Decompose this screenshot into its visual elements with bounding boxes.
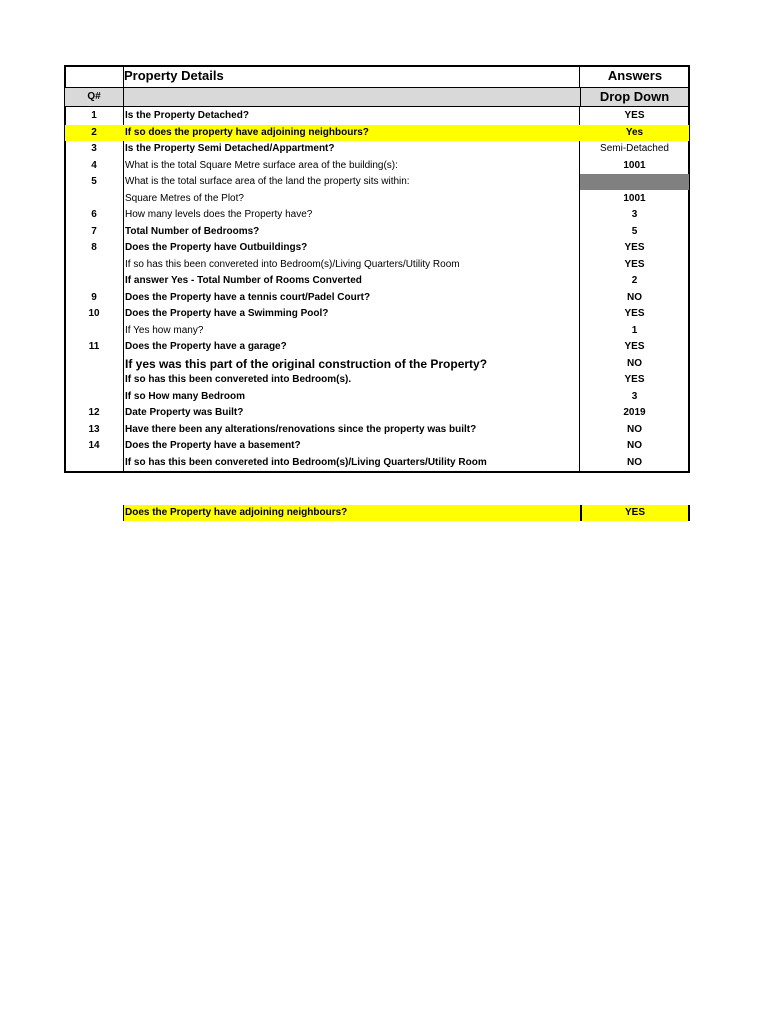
row-number: 9	[91, 291, 97, 303]
row-question: Does the Property have a basement?	[125, 440, 301, 451]
table-row	[65, 323, 689, 340]
row-question: Is the Property Detached?	[125, 110, 249, 121]
table-row	[65, 191, 689, 208]
table-row	[65, 290, 689, 307]
column-header-row	[65, 87, 689, 108]
table-row	[65, 158, 689, 175]
row-question: If Yes how many?	[125, 324, 204, 336]
row-number: 11	[88, 341, 100, 352]
table-row	[65, 273, 689, 290]
dropdown-header: Drop Down	[580, 87, 689, 107]
row-number: 2	[91, 126, 97, 138]
row-question: Date Property was Built?	[125, 407, 244, 418]
question-rows	[65, 108, 689, 471]
row-answer-dropdown[interactable]: YES	[624, 242, 645, 253]
row-number: 14	[88, 440, 100, 451]
row-answer-input[interactable]: 3	[631, 209, 638, 220]
row-answer-dropdown[interactable]: YES	[624, 341, 645, 352]
table-row	[65, 224, 689, 241]
table-row	[65, 108, 689, 125]
row-question: What is the total Square Metre surface area of the building(s):	[125, 159, 398, 171]
summary-question: Does the Property have adjoining neighbours?	[123, 505, 579, 521]
table-row	[65, 306, 689, 323]
row-question: Does the Property have a tennis court/Padel Court?	[125, 291, 371, 303]
question-header-cell	[124, 87, 580, 107]
row-question: What is the total surface area of the land the property sits within:	[125, 176, 410, 187]
q-number-header: Q#	[65, 87, 123, 107]
table-row	[65, 141, 689, 158]
summary-answer[interactable]: YES	[580, 505, 690, 521]
row-answer-dropdown[interactable]: YES	[624, 374, 645, 385]
row-answer-input[interactable]: 1001	[623, 159, 646, 171]
row-question: Does the Property have a garage?	[125, 341, 287, 352]
row-answer-dropdown[interactable]: NO	[627, 456, 642, 468]
table-row	[65, 422, 689, 439]
table-row	[65, 125, 689, 142]
row-question: If answer Yes - Total Number of Rooms Converted	[125, 275, 362, 286]
row-question: How many levels does the Property have?	[125, 209, 313, 220]
row-answer-dropdown[interactable]: NO	[627, 291, 642, 303]
table-row	[65, 207, 689, 224]
row-answer-input[interactable]: 2019	[623, 407, 646, 418]
row-question: Does the Property have a Swimming Pool?	[125, 308, 329, 319]
row-answer-dropdown[interactable]: NO	[627, 440, 642, 451]
row-answer-dropdown[interactable]: NO	[627, 423, 642, 435]
row-question: If so has this been convereted into Bedroom(s).	[125, 374, 352, 385]
row-question: Is the Property Semi Detached/Appartment?	[125, 143, 335, 154]
row-number: 13	[88, 423, 100, 435]
table-row	[65, 240, 689, 257]
row-question: Total Number of Bedrooms?	[125, 225, 260, 237]
table-row	[65, 372, 689, 389]
table-row	[65, 389, 689, 406]
table-row	[65, 455, 689, 472]
row-answer-input[interactable]: 3	[631, 390, 638, 402]
row-number: 1	[91, 110, 97, 121]
row-number: 3	[91, 143, 97, 154]
table-row	[65, 356, 689, 373]
row-question: If so has this been convereted into Bedroom(s)/Living Quarters/Utility Room	[125, 456, 487, 468]
table-row	[65, 438, 689, 455]
row-answer-dropdown[interactable]: YES	[624, 258, 645, 270]
row-question: If so has this been convereted into Bedroom(s)/Living Quarters/Utility Room	[125, 258, 460, 270]
row-question: If yes was this part of the original construction of the Property?	[125, 356, 488, 371]
row-question: If so does the property have adjoining neighbours?	[125, 126, 369, 138]
row-number: 12	[88, 407, 100, 418]
table-row	[65, 174, 689, 191]
row-answer-dropdown[interactable]: YES	[624, 308, 645, 319]
row-answer-dropdown[interactable]: Yes	[625, 126, 644, 138]
adjoining-neighbours-summary	[123, 505, 690, 521]
row-answer-dropdown[interactable]: NO	[627, 357, 642, 369]
row-answer-dropdown[interactable]: YES	[624, 110, 645, 121]
row-answer-input[interactable]: 5	[631, 225, 638, 237]
row-question: If so How many Bedroom	[125, 390, 246, 402]
row-answer-input[interactable]: 2	[631, 275, 638, 286]
table-row	[65, 405, 689, 422]
table-row	[65, 257, 689, 274]
row-number: 8	[91, 242, 97, 253]
row-question: Square Metres of the Plot?	[125, 192, 244, 204]
row-number: 7	[91, 225, 97, 237]
row-number: 4	[91, 159, 97, 171]
row-number: 10	[88, 308, 100, 319]
row-question: Does the Property have Outbuildings?	[125, 242, 308, 253]
row-answer-input[interactable]: 1	[631, 324, 638, 336]
row-question: Have there been any alterations/renovations since the property was built?	[125, 423, 477, 435]
row-answer-input[interactable]: 1001	[623, 192, 646, 204]
table-title: Property Details	[124, 68, 224, 83]
row-number: 5	[91, 176, 97, 187]
answers-header: Answers	[607, 68, 663, 83]
row-number: 6	[91, 209, 97, 220]
row-answer-dropdown[interactable]: Semi-Detached	[600, 143, 669, 154]
table-row	[65, 339, 689, 356]
row-answer-blank	[580, 174, 689, 190]
